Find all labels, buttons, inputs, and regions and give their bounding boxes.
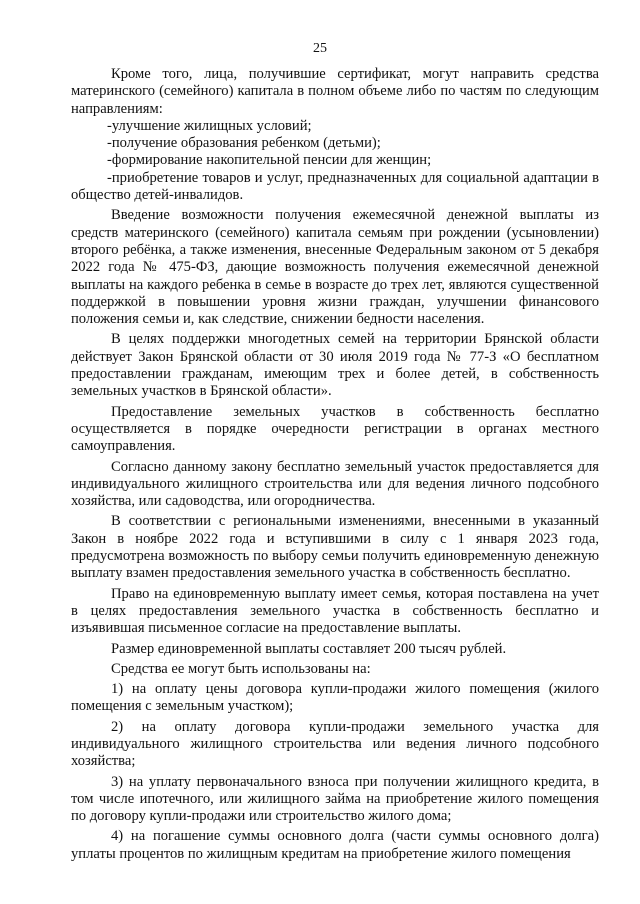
paragraph-regional-changes: В соответствии с региональными изменениями, внесенными в указанный Закон в ноябре 2022 года и вступившими в силу с 1 января 2023 года, предусмотрена возможность по выбору семьи получить единовременную денежную выплату взамен предоставления земельного участка в собственность бесплатно.	[71, 513, 599, 582]
page-body	[71, 66, 599, 863]
paragraph-land-provision: Предоставление земельных участков в собственность бесплатно осуществляется в порядке очередности регистрации в органах местного самоуправления.	[71, 403, 599, 455]
list-item-use-4: 4) на погашение суммы основного долга (части суммы основного долга) уплаты процентов по жилищным кредитам на приобретение жилого помещения	[71, 828, 599, 862]
paragraph-land-purpose: Согласно данному закону бесплатно земельный участок предоставляется для индивидуального жилищного строительства или для ведения личного подсобного хозяйства, или садоводства, или огородничества.	[71, 458, 599, 510]
list-item-use-1: 1) на оплату цены договора купли-продажи жилого помещения (жилого помещения с земельным участком);	[71, 681, 599, 715]
list-item-pension: -формирование накопительной пенсии для женщин;	[107, 152, 432, 169]
list-item-housing: -улучшение жилищных условий;	[107, 117, 312, 134]
page-number: 25	[313, 41, 327, 56]
list-item-disabled-children: -приобретение товаров и услуг, предназначенных для социальной адаптации в общество детей-инвалидов.	[71, 169, 599, 204]
paragraph-monthly-payment: Введение возможности получения ежемесячной денежной выплаты из средств материнского (семейного) капитала семьям при рождении (усыновлении) второго ребёнка, а также изменения, внесенные Федеральным законом от 5 декабря 2022 года № 475-ФЗ, дающие возможность получения ежемесячной денежной выплаты на каждого ребенка в семье в возрасте до трех лет, являются существенной поддержкой в повышении уровня жизни граждан, улучшении финансового положения семьи и, как следствие, снижении бедности населения.	[71, 207, 599, 328]
paragraph-bryansk-law: В целях поддержки многодетных семей на территории Брянской области действует Закон Брянской области от 30 июля 2019 года № 77-З «О бесплатном предоставлении гражданам, имеющим трех и более детей, в собственность земельных участков в Брянской области».	[71, 331, 599, 400]
list-item-education: -получение образования ребенком (детьми);	[107, 135, 381, 152]
list-item-use-2: 2) на оплату договора купли-продажи земельного участка для индивидуального жилищного строительства или ведения личного подсобного хозяйства;	[71, 718, 599, 770]
paragraph-payment-amount: Размер единовременной выплаты составляет 200 тысяч рублей.	[111, 640, 507, 657]
paragraph-payment-uses: Средства ее могут быть использованы на:	[111, 660, 371, 677]
paragraph-payment-eligibility: Право на единовременную выплату имеет семья, которая поставлена на учет в целях предоставления земельного участка в собственность бесплатно и изъявившая письменное согласие на предоставление выплаты.	[71, 585, 599, 637]
paragraph-intro: Кроме того, лица, получившие сертификат, могут направить средства материнского (семейного) капитала в полном объеме либо по частям по следующим направлениям:	[71, 66, 599, 117]
list-item-use-3: 3) на уплату первоначального взноса при получении жилищного кредита, в том числе ипотечного, или жилищного займа на приобретение жилого помещения по договору купли-продажи или строительство жилого дома;	[71, 773, 599, 825]
